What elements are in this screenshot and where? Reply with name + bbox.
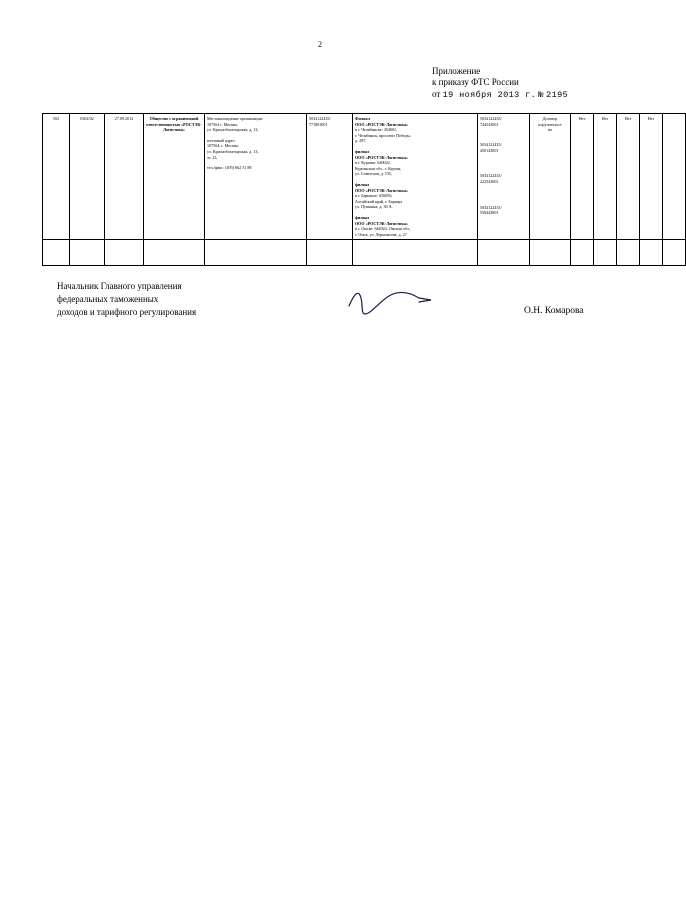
- branch-inn-line: 5034122435/: [480, 142, 502, 148]
- branch-line: г. Челябинск, проспект Победы,: [355, 132, 411, 138]
- appendix-line-2: к приказу ФТС России: [432, 77, 519, 87]
- branch-line: в г. Барнауле: 656056,: [355, 193, 393, 199]
- cell-flag-3-empty: [617, 240, 640, 266]
- address-line: ул. Краснобогатырская, д. 13,: [207, 127, 259, 133]
- table-row: [43, 114, 686, 240]
- branch-line: филиал: [355, 214, 370, 220]
- branch-line: Курганская обл., г. Курган,: [355, 165, 402, 171]
- cell-flag-4: Нет: [640, 114, 663, 240]
- branch-line: ООО «РОСТЭК-Логистика»: [355, 220, 408, 226]
- address-line: ул. Краснобогатырская, д. 13,: [207, 148, 259, 154]
- cell-branch-inn-empty: [478, 240, 530, 266]
- cell-branches: [353, 114, 478, 240]
- order-number-sign: №: [538, 90, 544, 100]
- contract-line: Договор: [542, 116, 558, 121]
- signer-title-line-3: доходов и тарифного регулирования: [57, 307, 197, 317]
- address-line: 107564, г. Москва,: [207, 143, 239, 149]
- address-line: почтовый адрес:: [207, 137, 236, 143]
- cell-flag-5-empty: [663, 240, 686, 266]
- cell-inn-kpp-empty: [307, 240, 353, 266]
- registry-table-body: [43, 114, 686, 266]
- branch-line: в г. Омске: 644024, Омская обл.,: [355, 226, 411, 232]
- cell-branch-inn: [478, 114, 530, 240]
- order-date: 19 ноября 2013 г.: [442, 90, 537, 100]
- branch-inn-line: 550443001: [480, 210, 499, 216]
- contract-line: поручительст: [538, 121, 562, 127]
- branch-line: г. Омск, ул. Лермонтова, д. 27: [355, 231, 407, 237]
- contract-line: ва: [548, 127, 552, 133]
- cell-address-empty: [205, 240, 307, 266]
- cell-flag-2: Нет: [594, 114, 617, 240]
- cell-code: 0302/02: [70, 114, 105, 240]
- branch-line: ООО «РОСТЭК-Логистика»: [355, 154, 408, 160]
- branch-inn-line: 744543001: [480, 121, 499, 127]
- order-number: 2195: [546, 90, 569, 100]
- branch-line: ул. Советская, д. 155,: [355, 171, 393, 177]
- cell-contract: [530, 114, 571, 240]
- address-line: тел./факс: (495) 662 51 88: [207, 165, 252, 171]
- branch-line: ООО «РОСТЭК-Логистика»: [355, 121, 408, 127]
- cell-code-empty: [70, 240, 105, 266]
- appendix-header: [432, 66, 568, 101]
- branch-line: ООО «РОСТЭК-Логистика»: [355, 187, 408, 193]
- cell-date: 27.09.2012: [105, 114, 144, 240]
- branch-inn-line: 5034122435/: [480, 204, 502, 210]
- branch-line: ул. Пушкина, д. 30 А,: [355, 204, 393, 210]
- appendix-order-line: [432, 89, 568, 101]
- signature-block: [57, 280, 196, 319]
- cell-number: 502: [43, 114, 70, 240]
- page-number: 2: [318, 40, 322, 49]
- signer-name: О.Н. Комарова: [524, 306, 584, 316]
- branch-inn-line: 5034122435/: [480, 116, 502, 121]
- branch-inn-line: 5034122435/: [480, 173, 502, 179]
- registry-table: [42, 113, 686, 266]
- cell-number-empty: [43, 240, 70, 266]
- branch-inn-line: 450143001: [480, 147, 499, 153]
- cell-inn-kpp: [307, 114, 353, 240]
- branch-line: Алтайский край, г. Барнаул: [355, 198, 403, 204]
- address-line: Местонахождение организации:: [207, 116, 264, 121]
- handwritten-signature: [345, 286, 435, 322]
- cell-branches-empty: [353, 240, 478, 266]
- signer-title-line-2: федеральных таможенных: [57, 294, 159, 304]
- signer-title-line-1: Начальник Главного управления: [57, 281, 182, 291]
- address-line: 107564 г. Москва,: [207, 121, 238, 127]
- cell-flag-2-empty: [594, 240, 617, 266]
- branch-line: д. 297,: [355, 138, 367, 144]
- cell-flag-1-empty: [571, 240, 594, 266]
- cell-contract-empty: [530, 240, 571, 266]
- branch-line: филиал: [355, 148, 370, 154]
- branch-inn-line: 222543001: [480, 178, 499, 184]
- cell-flag-4-empty: [640, 240, 663, 266]
- inn-line: 771801001: [309, 121, 328, 127]
- cell-flag-5: [663, 114, 686, 240]
- branch-line: филиал: [355, 181, 370, 187]
- address-line: эт. 23,: [207, 154, 218, 160]
- appendix-line-1: Приложение: [432, 66, 481, 76]
- table-row-empty: [43, 240, 686, 266]
- branch-line: в г. Кургане: 640022,: [355, 160, 391, 166]
- cell-organization-name: Общество с ограниченной ответственностью «РОСТЭК-Логистика»: [144, 114, 205, 240]
- order-prefix: от: [432, 89, 441, 99]
- cell-date-empty: [105, 240, 144, 266]
- branch-line: в г. Челябинске: 454001,: [355, 127, 398, 133]
- branch-line: Филиал: [355, 116, 370, 121]
- inn-line: 5034122435/: [309, 116, 331, 121]
- cell-flag-1: Нет: [571, 114, 594, 240]
- cell-address: [205, 114, 307, 240]
- cell-flag-3: Нет: [617, 114, 640, 240]
- cell-organization-name-empty: [144, 240, 205, 266]
